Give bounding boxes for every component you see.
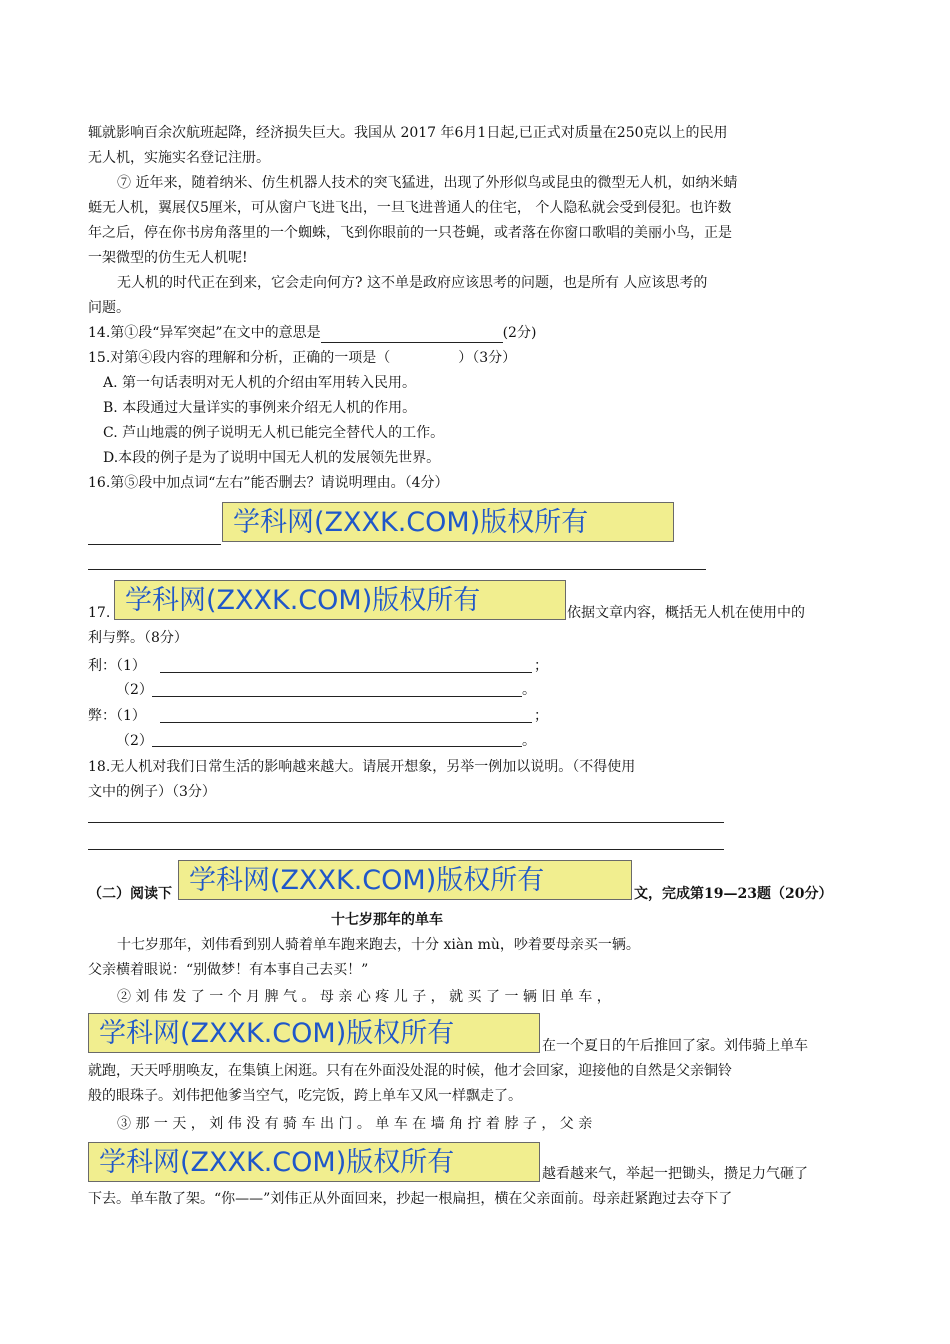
para8-line1: 无人机的时代正在到来，它会走向何方? 这不单是政府应该思考的问题，也是所有 人应该思考的 [117, 275, 708, 291]
answer-line-16b[interactable] [88, 569, 706, 570]
question-17-number: 17. [88, 605, 111, 621]
story-p2-line2: 在一个夏日的午后推回了家。刘伟骑上单车 [542, 1038, 808, 1054]
option-a: A. 第一句话表明对无人机的介绍由军用转入民用。 [103, 375, 417, 391]
answer-line-16a[interactable] [88, 544, 221, 545]
question-14 [88, 323, 536, 343]
section-2-heading-suffix: 文，完成第19—23题（20分） [634, 886, 833, 902]
para-top-line1: 辄就影响百余次航班起降，经济损失巨大。我国从 2017 年6月1日起,已正式对质量在250克以上的民用 [88, 125, 728, 141]
question-15 [88, 348, 516, 368]
benefit-end-1: ； [534, 658, 548, 674]
para8-line2: 问题。 [88, 300, 130, 316]
watermark-banner: 学科网(ZXXK.COM)版权所有 [222, 502, 674, 542]
para7-line2: 蜓无人机，翼展仅5厘米，可从窗户飞进飞出，一旦飞进普通人的住宅， 个人隐私就会受到侵犯。也许数 [88, 200, 732, 216]
harm-answer-line-1[interactable] [160, 722, 532, 723]
para7-line1: ⑦ 近年来，随着纳米、仿生机器人技术的突飞猛进，出现了外形似鸟或昆虫的微型无人机，如纳米蜻 [117, 175, 738, 191]
benefit-answer-line-1[interactable] [160, 672, 532, 673]
benefit-end-2: 。 [522, 682, 536, 698]
option-c: C. 芦山地震的例子说明无人机已能完全替代人的工作。 [103, 425, 445, 441]
story-p2-line3: 就跑，天天呼朋唤友，在集镇上闲逛。只有在外面没处混的时候，他才会回家，迎接他的自然是父亲铜铃 [88, 1063, 732, 1079]
story-p3-line3: 下去。单车散了架。“你——”刘伟正从外面回来，抄起一根扁担，横在父亲面前。母亲赶紧跑过去夺下了 [88, 1191, 733, 1207]
answer-blank-14[interactable] [321, 328, 503, 343]
watermark-banner: 学科网(ZXXK.COM)版权所有 [178, 860, 632, 900]
para-top-line2: 无人机，实施实名登记注册。 [88, 150, 270, 166]
question-17-line2: 利与弊。（8分） [88, 630, 188, 646]
option-d: D.本段的例子是为了说明中国无人机的发展领先世界。 [103, 450, 441, 466]
harm-answer-line-2[interactable] [152, 746, 522, 747]
benefit-label: 利：（1） [88, 658, 146, 674]
watermark-banner: 学科网(ZXXK.COM)版权所有 [114, 580, 566, 620]
benefit-answer-line-2[interactable] [152, 696, 522, 697]
answer-line-18a[interactable] [88, 822, 724, 823]
answer-line-18b[interactable] [88, 849, 724, 850]
question-15-stem: 15.对第④段内容的理解和分析，正确的一项是（ [88, 350, 391, 366]
watermark-banner: 学科网(ZXXK.COM)版权所有 [88, 1142, 540, 1182]
para7-line3: 年之后，停在你书房角落里的一个蜘蛛，飞到你眼前的一只苍蝇，或者落在你窗口歌唱的美丽小鸟，正是 [88, 225, 732, 241]
question-18-line1: 18.无人机对我们日常生活的影响越来越大。请展开想象，另举一例加以说明。（不得使用 [88, 759, 636, 775]
harm-end-2: 。 [522, 733, 536, 749]
question-18-line2: 文中的例子）（3分） [88, 784, 216, 800]
section-2-heading-prefix: （二）阅读下 [88, 886, 172, 902]
harm-item-2: （2） [116, 733, 153, 749]
story-p2-line4: 般的眼珠子。刘伟把他爹当空气，吃完饭，跨上单车又风一样飘走了。 [88, 1088, 522, 1104]
story-p3-line1: ③ 那 一 天 ， 刘 伟 没 有 骑 车 出 门 。 单 车 在 墙 角 拧 着 脖 子 ， 父 亲 [117, 1116, 593, 1132]
option-b: B. 本段通过大量详实的事例来介绍无人机的作用。 [103, 400, 417, 416]
story-title: 十七岁那年的单车 [331, 912, 443, 928]
question-16: 16.第⑤段中加点词“左右”能否删去？请说明理由。（4分） [88, 475, 449, 491]
question-14-text: 14.第①段“异军突起”在文中的意思是 [88, 325, 321, 341]
benefit-item-2: （2） [116, 682, 153, 698]
story-p2-line1: ② 刘 伟 发 了 一 个 月 脾 气 。 母 亲 心 疼 儿 子 ， 就 买 了 一 辆 旧 单 车 ， [117, 989, 611, 1005]
story-p1-line1: 十七岁那年，刘伟看到别人骑着单车跑来跑去，十分 xiàn mù，吵着要母亲买一辆。 [117, 937, 640, 953]
para7-line4: 一架微型的仿生无人机呢! [88, 250, 248, 266]
story-p3-line2: 越看越来气，举起一把锄头，攒足力气砸了 [542, 1166, 808, 1182]
watermark-banner: 学科网(ZXXK.COM)版权所有 [88, 1013, 540, 1053]
question-14-score: (2分) [502, 325, 537, 341]
harm-label: 弊：（1） [88, 708, 146, 724]
story-p1-line2: 父亲横着眼说：“别做梦！有本事自己去买！” [88, 962, 369, 978]
harm-end-1: ； [534, 708, 548, 724]
question-15-score: ）（3分） [458, 350, 517, 366]
question-17-text: 依据文章内容，概括无人机在使用中的 [567, 605, 805, 621]
